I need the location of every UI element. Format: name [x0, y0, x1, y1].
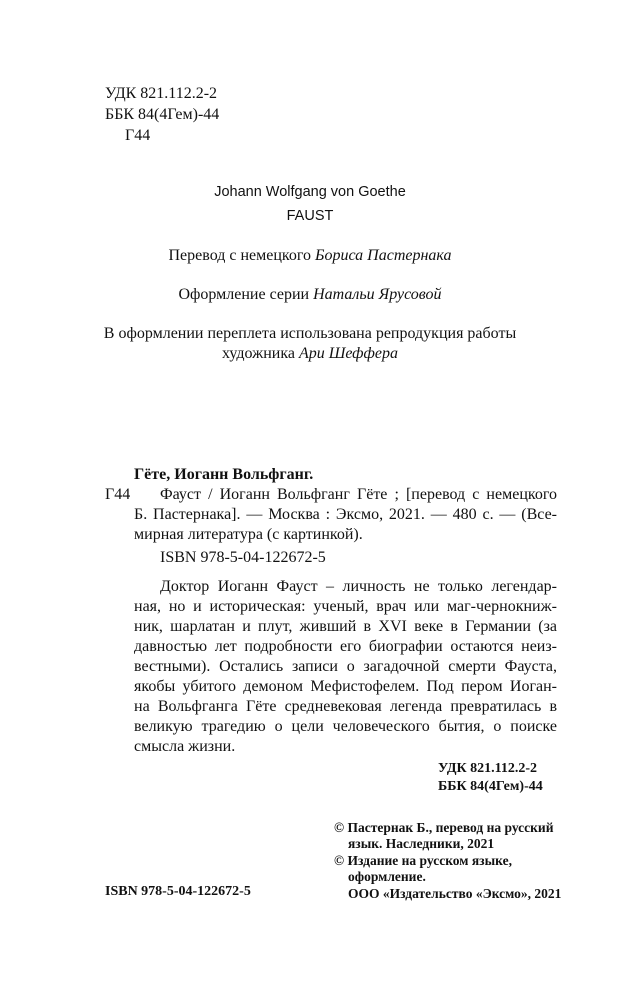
annotation-line: великую трагедию о цели человеческого бытия, о поиске — [134, 718, 557, 735]
copyright-line: © Издание на русском языке, — [334, 853, 512, 868]
bbk-code: ББК 84(4Гем)-44 — [105, 106, 220, 123]
annotation-line: вестными). Остались записи о загадочной смерти Фауста, — [134, 658, 557, 675]
annotation-line: якобы убитого демоном Мефистофелем. Под пером Иоган- — [134, 678, 557, 695]
annotation-line: давностью лет подробности его биографии остаются неиз- — [134, 638, 557, 655]
annotation-line: ная, но и историческая: ученый, врач или маг-чернокниж- — [134, 598, 557, 615]
original-author: Johann Wolfgang von Goethe — [214, 184, 406, 200]
catalog-entry-line: Б. Пастернака]. — Москва : Эксмо, 2021. — 480 с. — (Все- — [134, 506, 557, 523]
translator-name: Бориса Пастернака — [315, 247, 452, 264]
original-title: FAUST — [286, 208, 334, 224]
catalog-entry-line: Фауст / Иоганн Вольфганг Гёте ; [перевод с немецкого — [160, 486, 557, 503]
copyright-line: © Пастернак Б., перевод на русский — [334, 820, 554, 835]
cover-credit-line-2: художника Ари Шеффера — [222, 345, 398, 362]
series-design-credit: Оформление серии Натальи Ярусовой — [178, 286, 442, 303]
designer-name: Натальи Ярусовой — [313, 286, 442, 303]
copyright-line: язык. Наследники, 2021 — [348, 836, 495, 851]
cover-credit-line-1: В оформлении переплета использована репродукция работы — [103, 325, 517, 342]
artist-name: Ари Шеффера — [298, 345, 398, 362]
udk-code: УДК 821.112.2-2 — [105, 85, 218, 102]
translation-credit: Перевод с немецкого Бориса Пастернака — [168, 247, 452, 264]
annotation-line: Доктор Иоганн Фауст – личность не только легендар- — [160, 578, 557, 595]
author-sign-code: Г44 — [125, 127, 151, 144]
catalog-isbn: ISBN 978-5-04-122672-5 — [160, 549, 326, 566]
classification-top — [105, 83, 219, 146]
isbn-bottom: ISBN 978-5-04-122672-5 — [105, 884, 251, 899]
catalog-heading: Гёте, Иоганн Вольфганг. — [134, 466, 314, 483]
catalog-entry-line: мирная литература (с картинкой). — [134, 526, 363, 543]
annotation-line: ник, шарлатан и плут, живший в XVI веке в Германии (за — [134, 618, 557, 635]
annotation-line: смысла жизни. — [134, 738, 236, 755]
copyright-line: ООО «Издательство «Эксмо», 2021 — [348, 886, 562, 901]
copyright-line: оформление. — [348, 869, 426, 884]
annotation-line: на Вольфганга Гёте средневековая легенда превратилась в — [134, 698, 557, 715]
udk-code-bottom: УДК 821.112.2-2 — [438, 761, 538, 776]
catalog-code: Г44 — [105, 486, 131, 503]
bbk-code-bottom: ББК 84(4Гем)-44 — [438, 779, 543, 794]
